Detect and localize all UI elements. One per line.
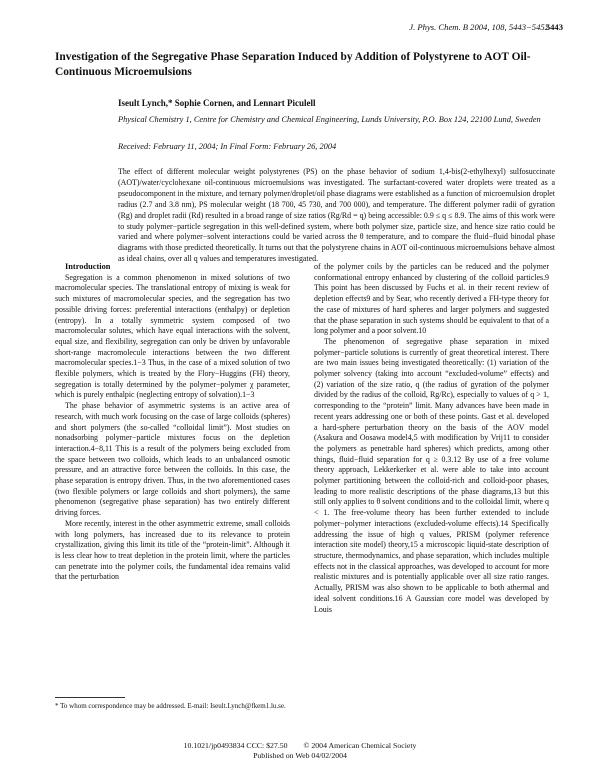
body-paragraph: The phenomenon of segregative phase separation in mixed polymer−particle solutions is currently of great theoretical interest. There are two main issues being investigated theoretically: (1) variation of the polymer solvency (taking into account “excluded-volume” effects) and (2) variation of the size ratio, q (the radius of gyration of the polymer divided by the radius of the colloid, Rg/Rc), especially to values of q > 1, corresponding to the “protein” limit. Many advances have been made in recent years addressing one or both of these points. Gast et al. developed a hard-sphere perturbation theory on the basis of the AOV model (Asakura and Oosawa model4,5 with modification by Vrij11 to consider the polymers as penetrable hard spheres) which predicts, among other things, fluid−fluid separation for q ≥ 0.3.12 By use of a free volume theory approach, Lekkerkerker et al. were able to take into account polymer partitioning between the colloid-rich and colloid-poor phases, leading to more realistic descriptions of the phase diagrams,13 but this still only applies to θ solvent conditions and to the colloidal limit, where q < 1. The free-volume theory has been further extended to include polymer−polymer interactions (excluded-volume effects).14 Specifically addressing the issue of high q values, PRISM (polymer reference interaction site model) theory,15 a microscopic liquid-state description of structure, thermodynamics, and phase separation, which includes multiple effects not in the classical approaches, was developed to account for more realistic mixtures and is potentially applicable over all size ratio ranges. Actually, PRISM was also shown to be applicable to both athermal and ideal solvent conditions.16 A Gaussian core model was developed by Louis	[314, 336, 549, 614]
received-dates: Received: February 11, 2004; In Final Form: February 26, 2004	[118, 142, 337, 151]
body-paragraph: The phase behavior of asymmetric systems is an active area of research, with much work focusing on the case of large colloids (spheres) and short polymers (the so-called “colloidal limit”). Most studies on nonadsorbing polymer−particle mixtures focus on the depletion interaction.4−8,11 This is a result of the polymers being excluded from the space between two colloids, which leads to an unbalanced osmotic pressure, and an attractive force between the colloids. In this case, the phase separation is entropy driven. Thus, in the two aforementioned cases (two flexible polymers or large colloids and short polymers), the same phenomenon (segregative phase separation) has two entirely different driving forces.	[55, 401, 290, 518]
footnote-divider	[55, 697, 125, 698]
affiliation: Physical Chemistry 1, Centre for Chemistry and Chemical Engineering, Lunds University, P.O. Box 124, 22100 Lund, Sweden	[118, 115, 541, 124]
journal-citation: J. Phys. Chem. B 2004, 108, 5443−5452	[409, 22, 549, 32]
doi-line: 10.1021/jp0493834 CCC: $27.50	[183, 741, 288, 750]
author-list: Iseult Lynch,* Sophie Cornen, and Lennart Piculell	[118, 98, 316, 108]
copyright: © 2004 American Chemical Society	[303, 741, 417, 750]
section-heading-introduction: Introduction	[65, 262, 111, 271]
publication-date: Published on Web 04/02/2004	[253, 751, 347, 760]
right-column	[314, 262, 549, 615]
page-number: 5443	[545, 22, 563, 32]
abstract: The effect of different molecular weight polystyrenes (PS) on the phase behavior of sodium 1,4-bis(2-ethylhexyl) sulfosuccinate (AOT)/water/cyclohexane oil-continuous microemulsions was investigated. The surfactant-covered water droplets were treated as a pseudocomponent in the mixture, and ternary polymer/droplet/oil phase diagrams were established as a function of microemulsion droplet radius (2.7 and 3.8 nm), PS molecular weight (18 700, 45 730, and 700 000), and temperature. The different polymer radii of gyration (Rg) and droplet radii (Rd) resulted in a broad range of size ratios (Rg/Rd = q) being accessible: 0.9 ≤ q ≤ 8.9. The aims of this work were to study polymer−particle segregation in this well-defined system, where both polymer size, particle size, and hence size ratio could be varied and where polymer−solvent interactions could be varied across the θ temperature, and to compare the fluid−fluid binodal phase diagrams with those predicted theoretically. It turns out that the polystyrene chains in AOT oil-continuous microemulsions behave almost as ideal chains, over all q values and temperatures investigated.	[118, 167, 555, 264]
correspondence-footnote: * To whom correspondence may be addressed. E-mail: Iseult.Lynch@fkem1.lu.se.	[55, 702, 286, 710]
left-column	[55, 262, 290, 583]
body-paragraph: of the polymer coils by the particles can be reduced and the polymer conformational entropy enhanced by clustering of the colloid particles.9 This point has been discussed by Fuchs et al. in their recent review of depletion effects9 and by Sear, who recently derived a FH-type theory for the case of mixtures of hard spheres and larger polymers and suggested that the phase separation in such systems should be equivalent to that of a long polymer and a poor solvent.10	[314, 262, 549, 336]
article-title: Investigation of the Segregative Phase Separation Induced by Addition of Polystyrene to AOT Oil-Continuous Microemulsions	[55, 51, 531, 78]
page-footer	[0, 741, 600, 761]
running-head	[60, 22, 563, 32]
body-paragraph: Segregation is a common phenomenon in mixed solutions of two macromolecular species. The translational entropy of mixing is weak for such mixtures of macromolecular species, and the segregation has two possible driving forces: preferential interactions (enthalpy) or depletion (entropy). In a totally symmetric system composed of two macromolecular solutes, which have equal interactions with the solvent, equal size, and flexibility, segregation can only be driven by unfavorable short-range macromolecule interactions between the two different macromolecular species.1−3 Thus, in the case of a mixed solution of two flexible polymers, which is treated by the Flory−Huggins (FH) theory, segregation is totally determined by the polymer−polymer χ parameter, which is purely enthalpic (neglecting entropy of solvation).1−3	[55, 272, 290, 400]
body-paragraph: More recently, interest in the other asymmetric extreme, small colloids with long polymers, has increased due to its relevance to protein crystallization, giving this limit its title of the “protein-limit”. Although it is less clear how to treat depletion in the protein limit, where the particles can penetrate into the polymer coils, the fundamental idea remains valid that the perturbation	[55, 518, 290, 582]
